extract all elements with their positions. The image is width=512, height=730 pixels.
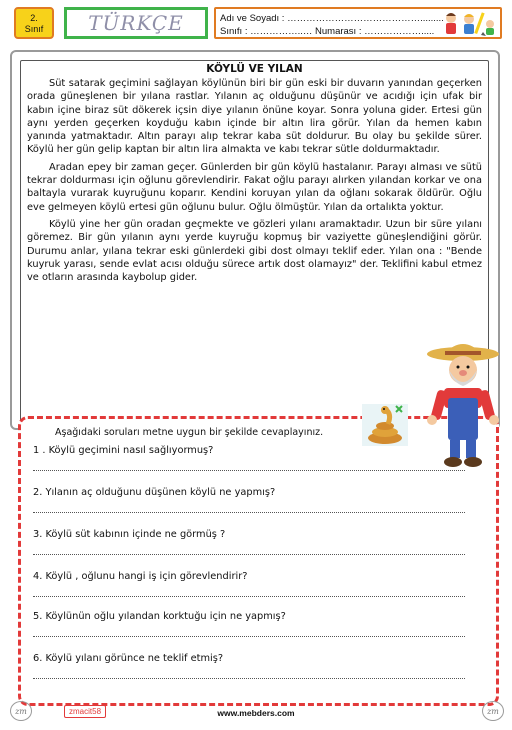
story-section (20, 60, 489, 424)
answer-line[interactable] (33, 678, 465, 679)
question-text: 2. Yılanın aç olduğunu düşünen köylü ne yapmış? (33, 487, 276, 498)
student-class-field[interactable]: Sınıfı : ……………..… Numarası : ………………..... (220, 26, 435, 37)
author-tag: zmacit58 (64, 705, 106, 718)
question-text: 4. Köylü , oğlunu hangi iş için görevlendirir? (33, 571, 248, 582)
farmer-icon (422, 340, 504, 470)
story-paragraph: Süt satarak geçimini sağlayan köylünün biri bir gün eski bir duvarın yanından geçerken orada güneşlenen bir yılana rastlar. Yılanın aç olduğunu düşünür ve acıdığı için ufak bir kabın içine biraz süt dökerek içsin diye yılanın önüne koyar. Sonra yoluna gider. Ertesi gün aynı yerden geçerken koyduğu kabın içinde bir altın lira görür. Yılan da hemen kabın yanında yatmaktadır. Altın parayı alıp tekrar kaba süt doldurur. Bu olay bu şekilde sürer. Köylü her gün gelip kaptan bir altın lira almakta ve kabı tekrar sütle doldurmaktadır. (27, 78, 482, 156)
answer-line[interactable] (33, 596, 465, 597)
answer-line[interactable] (33, 554, 465, 555)
question-item (33, 487, 483, 513)
question-text: 1 . Köylü geçimini nasıl sağlıyormuş? (33, 445, 214, 456)
snake-icon (362, 404, 408, 446)
question-item (33, 445, 483, 471)
site-link[interactable]: www.mebders.com (217, 708, 295, 718)
grade-label: Sınıf (24, 24, 44, 34)
grade-number: 2. (30, 13, 38, 23)
answer-line[interactable] (33, 636, 465, 637)
question-text: 3. Köylü süt kabının içinde ne görmüş ? (33, 529, 226, 540)
subject-box (64, 7, 208, 39)
question-item (33, 529, 483, 555)
zm-logo-right: zm (482, 701, 504, 721)
student-info-box (214, 7, 502, 39)
grade-badge (14, 7, 54, 39)
question-item (33, 611, 483, 637)
student-name-field[interactable]: Adı ve Soyadı : ……………………………………......... (220, 13, 444, 24)
zm-logo-left: zm (10, 701, 32, 721)
subject-title: TÜRKÇE (88, 11, 184, 35)
answer-line[interactable] (33, 470, 465, 471)
question-text: 6. Köylü yılanı görünce ne teklif etmiş? (33, 653, 224, 664)
question-item (33, 653, 483, 679)
children-illustration-icon (437, 10, 497, 38)
story-paragraph: Aradan epey bir zaman geçer. Günlerden bir gün köylü hastalanır. Parayı alması ve sütü tekrar doldurması için oğlunu görevlendirir. Fakat oğlu parayı alırken yılandan korkar ve ona baltayla vurarak kuyruğunu koparır. Kendini koruyan yılan da oğlanı sokarak öldürür. Oğlu eve gelmeyen köylü ertesi gün oğlunu bulur. Oğlu ölmüştür. Yılan da ortalıkta yoktur. (27, 161, 482, 213)
question-item (33, 571, 483, 597)
story-paragraph: Köylü yine her gün oradan geçmekte ve gözleri yılanı aramaktadır. Uzun bir süre yılanı göremez. Bir gün yılanın aynı yerde kuyruğu kopmuş bir vaziyette güneşlendiğini görür. Durumu anlar, yılana tekrar eski günlerdeki gibi dost olmayı teklif eder. Yılan ona : "Bende kuyruk yarası, sende evlat acısı olduğu sürece artık dost olamayız" der. Teklifini kabul etmez ve otların arasında kaybolup gider. (27, 218, 482, 284)
story-title: KÖYLÜ VE YILAN (206, 63, 303, 75)
answer-line[interactable] (33, 512, 465, 513)
questions-instruction: Aşağıdaki soruları metne uygun bir şekilde cevaplayınız. (55, 427, 324, 438)
question-text: 5. Köylünün oğlu yılandan korktuğu için ne yapmış? (33, 611, 286, 622)
